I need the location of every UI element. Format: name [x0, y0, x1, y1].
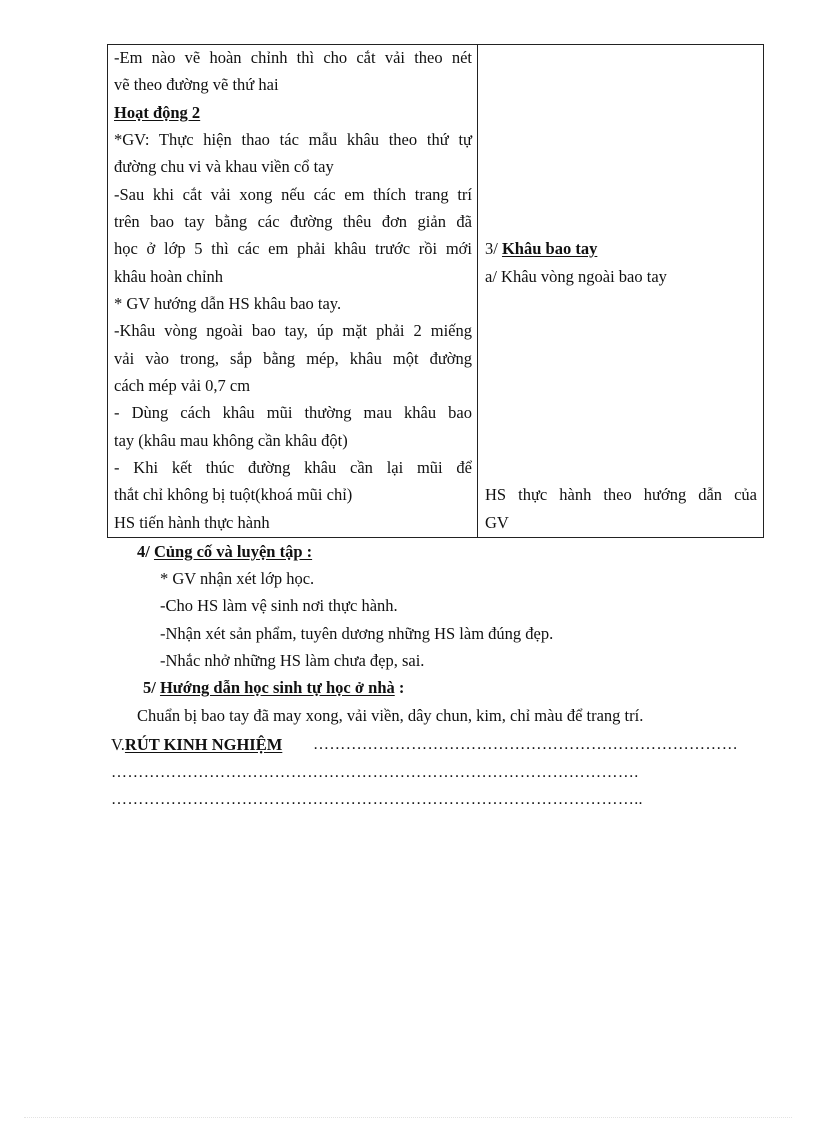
table-left-line: đường chu vi và khau viền cổ tay [114, 157, 334, 176]
table-left-line: cách mép vải 0,7 cm [114, 376, 251, 395]
table-left-line: thắt chỉ không bị tuột(khoá mũi chỉ) [114, 485, 353, 504]
section-5-body: Chuẩn bị bao tay đã may xong, vải viền, dây chun, kim, chỉ màu để trang trí. [137, 706, 644, 725]
table-left-line: * GV hướng dẫn HS khâu bao tay. [114, 294, 342, 313]
content-heading-prefix: 3/ [485, 239, 502, 258]
content-heading-title: Khâu bao tay [501, 239, 598, 258]
section-4-number: 4/ [137, 542, 154, 561]
content-subheading: a/ Khâu vòng ngoài bao tay [485, 267, 667, 286]
table-left-line: - Khi kết thúc đường khâu cần lại mũi để [114, 458, 472, 477]
table-left-line: tay (khâu mau không cần khâu đột) [114, 431, 348, 450]
activity-heading: Hoạt động 2 [114, 103, 201, 122]
section-4-item: * GV nhận xét lớp học. [160, 569, 315, 588]
section-v-prefix: V. [111, 735, 125, 754]
notes-dotted-line: …………………………………………………………………………………….. [111, 791, 643, 808]
practice-note-end: GV [485, 513, 509, 532]
content-heading [485, 239, 597, 259]
table-left-line: -Sau khi cắt vải xong nếu các em thích trang trí [114, 185, 472, 204]
table-left-line: trên bao tay bằng các đường thêu đơn giản đã [114, 212, 472, 231]
section-v-heading [111, 735, 282, 755]
table-left-line: -Em nào vẽ hoàn chỉnh thì cho cắt vải theo nét [114, 48, 472, 67]
table-left-line: học ở lớp 5 thì các em phải khâu trước rồi mới [114, 239, 472, 258]
page-bottom-border [24, 1117, 792, 1118]
section-v-title: RÚT KINH NGHIỆM [124, 735, 283, 754]
section-4-heading [137, 542, 312, 562]
teacher-activity-column [108, 45, 478, 537]
table-left-line: *GV: Thực hiện thao tác mẫu khâu theo thứ tự [114, 130, 472, 149]
lesson-table [107, 44, 764, 538]
table-left-line: - Dùng cách khâu mũi thường mau khâu bao [114, 403, 472, 422]
section-5-title: Hướng dẫn học sinh tự học ở nhà [159, 678, 395, 697]
table-left-line: HS tiến hành thực hành [114, 513, 270, 532]
section-4-item: -Nhắc nhở những HS làm chưa đẹp, sai. [160, 651, 425, 670]
table-left-line: vải vào trong, sắp bằng mép, khâu một đường [114, 349, 472, 368]
notes-dotted-line: …………………………………………………………………… [313, 736, 739, 753]
table-left-line: vẽ theo đường vẽ thứ hai [114, 75, 279, 94]
table-left-line: -Khâu vòng ngoài bao tay, úp mặt phải 2 miếng [114, 321, 472, 340]
section-5-number: 5/ [143, 678, 160, 697]
section-4-item: -Nhận xét sản phẩm, tuyên dương những HS làm đúng đẹp. [160, 624, 554, 643]
table-left-line: khâu hoàn chỉnh [114, 267, 224, 286]
section-5-colon: : [394, 678, 405, 697]
content-column [478, 45, 763, 537]
section-4-item: -Cho HS làm vệ sinh nơi thực hành. [160, 596, 398, 615]
practice-note: HS thực hành theo hướng dẫn của [485, 485, 757, 504]
notes-dotted-line: ……………………………………………………………………………………. [111, 764, 639, 781]
section-5-heading [143, 678, 404, 698]
section-4-title: Củng cố và luyện tập : [153, 542, 313, 561]
